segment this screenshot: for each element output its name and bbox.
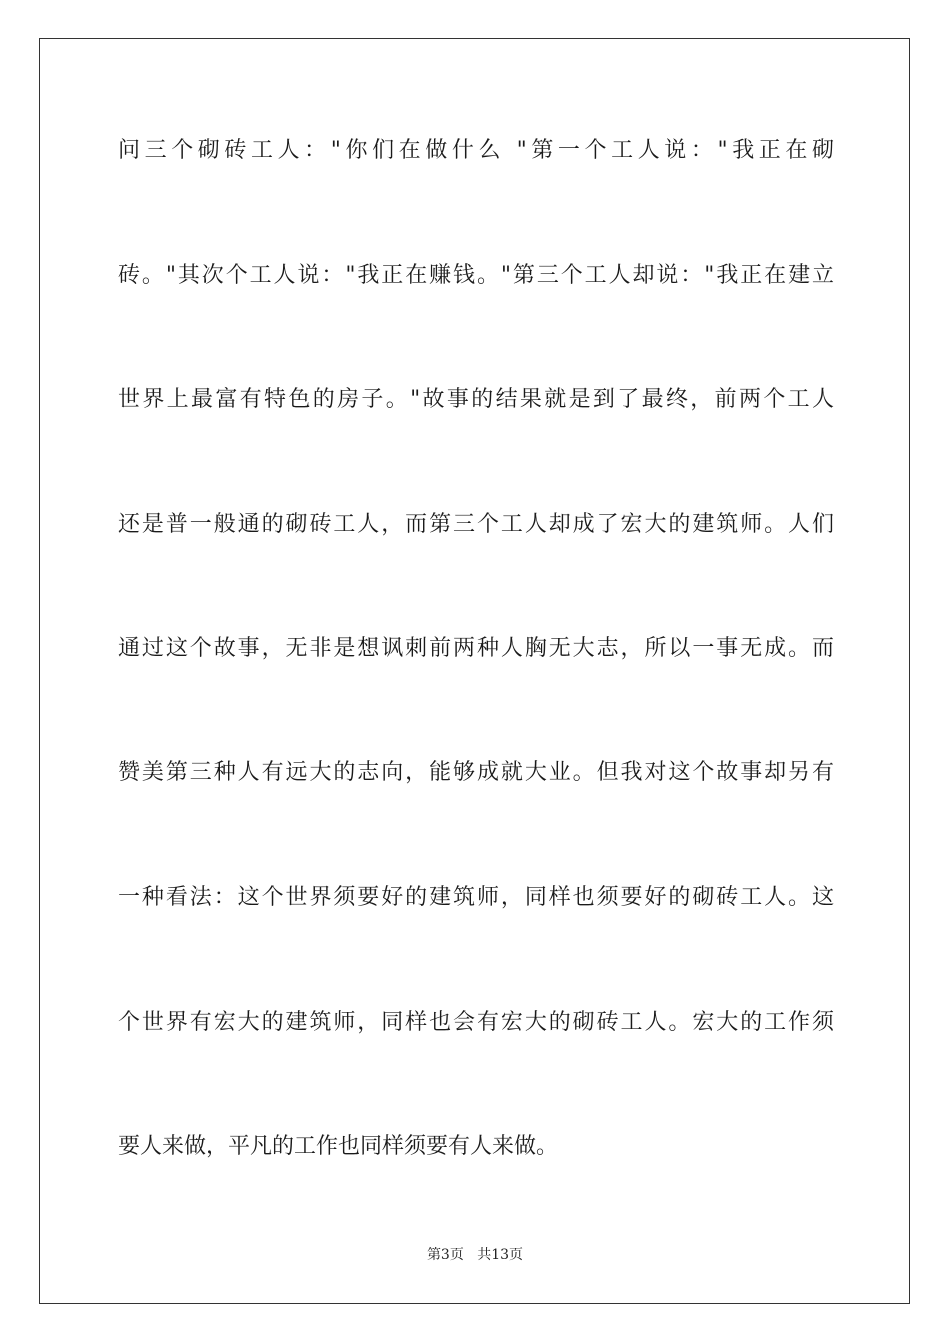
body-text-line: 个世界有宏大的建筑师，同样也会有宏大的砌砖工人。宏大的工作须	[118, 1010, 834, 1035]
body-text-line: 一种看法：这个世界须要好的建筑师，同样也须要好的砌砖工人。这	[118, 885, 834, 910]
body-text-line: 赞美第三种人有远大的志向，能够成就大业。但我对这个故事却另有	[118, 760, 834, 785]
page-border	[39, 38, 910, 1304]
footer-separator	[464, 1247, 477, 1263]
body-text-line: 要人来做，平凡的工作也同样须要有人来做。	[118, 1134, 559, 1159]
body-text-line: 世界上最富有特色的房子。"故事的结果就是到了最终，前两个工人	[118, 387, 834, 412]
body-text-line: 问三个砌砖工人："你们在做什么 "第一个工人说："我正在砌	[118, 138, 834, 163]
page-footer	[0, 1245, 950, 1265]
body-text-line: 砖。"其次个工人说："我正在赚钱。"第三个工人却说："我正在建立	[118, 263, 834, 288]
body-text-line: 还是普一般通的砌砖工人，而第三个工人却成了宏大的建筑师。人们	[118, 512, 834, 537]
body-text-line: 通过这个故事，无非是想讽刺前两种人胸无大志，所以一事无成。而	[118, 636, 834, 661]
total-pages: 共13页	[477, 1247, 524, 1263]
page-number: 第3页	[426, 1247, 464, 1263]
